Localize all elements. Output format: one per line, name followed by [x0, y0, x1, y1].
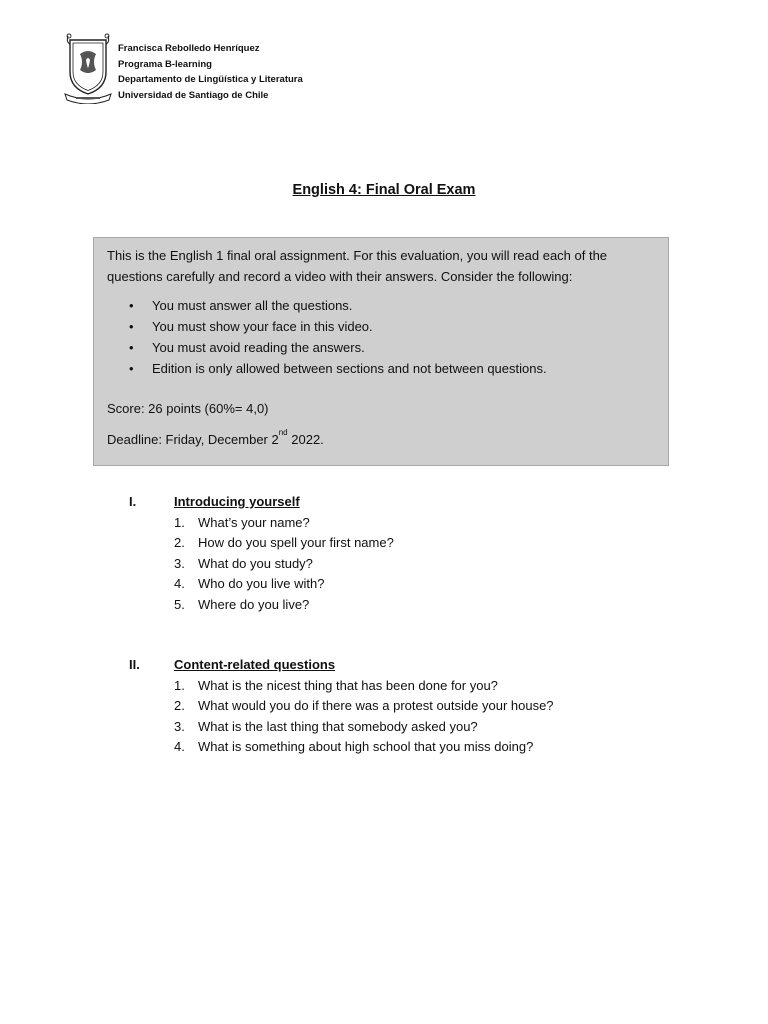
question-item: 3. What do you study?	[174, 555, 313, 571]
section-title: Content-related questions	[174, 657, 336, 672]
university-crest-logo	[62, 32, 114, 104]
instructions-box	[93, 237, 669, 466]
section-heading	[129, 492, 689, 513]
bullet-icon: •	[129, 319, 134, 334]
question-item: 4. Who do you live with?	[174, 576, 325, 592]
header-text	[118, 41, 303, 104]
score-text: Score: 26 points (60%= 4,0)	[107, 401, 269, 416]
instructions-intro: This is the English 1 final oral assignment. For this evaluation, you will read each of the questions carefully and record a video with their answers. Consider the following:	[107, 248, 608, 284]
question-list	[129, 513, 689, 616]
section-numeral: I.	[129, 494, 137, 509]
bullet-icon: •	[129, 340, 134, 355]
document-header	[62, 32, 362, 104]
section-content-related-questions	[129, 655, 689, 758]
author-name: Francisca Rebolledo Henríquez	[118, 43, 260, 54]
ordinal-suffix: nd	[278, 428, 288, 437]
rule-item: • You must answer all the questions.	[107, 295, 655, 316]
rule-item: • You must avoid reading the answers.	[107, 337, 655, 358]
question-item: 5. Where do you live?	[174, 596, 310, 612]
section-introducing-yourself	[129, 492, 689, 616]
question-item: 4. What is something about high school that you miss doing?	[174, 739, 534, 755]
department-name: Departamento de Lingüística y Literatura	[118, 74, 303, 86]
section-title: Introducing yourself	[174, 494, 300, 509]
rules-list	[107, 295, 655, 379]
program-name: Programa B-learning	[118, 58, 212, 70]
question-item: 2. What would you do if there was a protest outside your house?	[174, 698, 554, 714]
bullet-icon: •	[129, 361, 134, 376]
section-numeral: II.	[129, 657, 140, 672]
deadline-text: Deadline: Friday, December 2nd 2022.	[107, 428, 324, 447]
question-item: 1. What is the nicest thing that has been done for you?	[174, 677, 498, 693]
document-title: English 4: Final Oral Exam	[292, 182, 476, 198]
question-list	[129, 676, 689, 758]
rule-item: • Edition is only allowed between sections and not between questions.	[107, 358, 655, 379]
rule-item: • You must show your face in this video.	[107, 316, 655, 337]
question-item: 2. How do you spell your first name?	[174, 535, 394, 551]
university-name: Universidad de Santiago de Chile	[118, 90, 269, 102]
question-item: 3. What is the last thing that somebody asked you?	[174, 718, 478, 734]
bullet-icon: •	[129, 298, 134, 313]
question-item: 1. What’s your name?	[174, 514, 310, 530]
section-heading	[129, 655, 689, 676]
